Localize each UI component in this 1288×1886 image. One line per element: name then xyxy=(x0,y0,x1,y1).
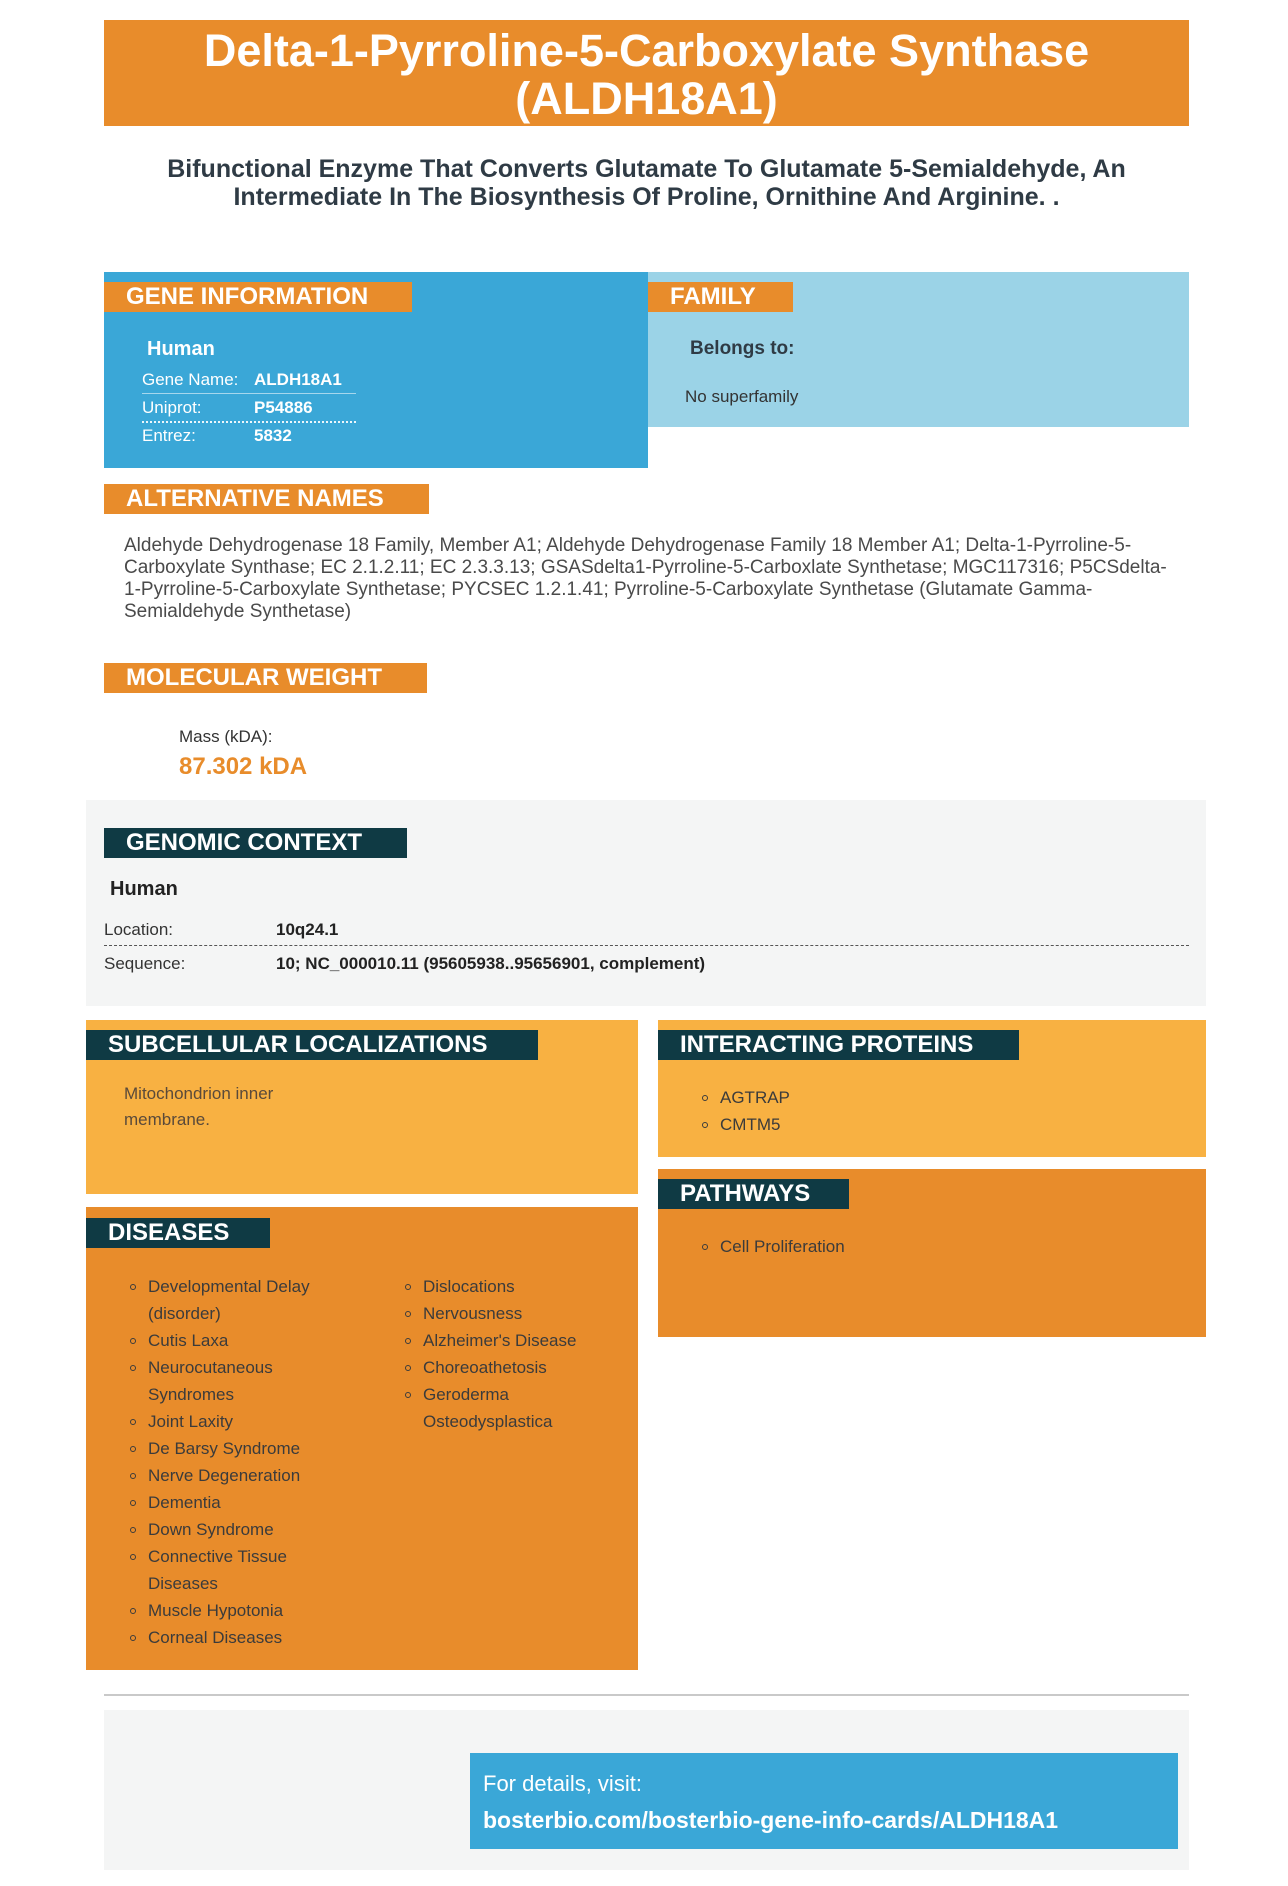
visit-label: For details, visit: xyxy=(483,1771,642,1796)
list-item: AGTRAP xyxy=(700,1084,790,1111)
family-value: No superfamily xyxy=(685,387,799,406)
title-line-2: (ALDH18A1) xyxy=(515,73,778,124)
list-item: Choreoathetosis xyxy=(403,1354,623,1381)
interacting-proteins-header: INTERACTING PROTEINS xyxy=(658,1030,1019,1060)
gene-info-table xyxy=(142,366,356,450)
entrez-value: 5832 xyxy=(254,426,292,445)
sequence-value: 10; NC_000010.11 (95605938..95656901, complement) xyxy=(276,954,706,973)
pathways-header: PATHWAYS xyxy=(658,1179,849,1209)
mass-value: 87.302 kDA xyxy=(179,753,308,780)
gene-name-label: Gene Name: xyxy=(142,370,239,389)
list-item: Neurocutaneous Syndromes xyxy=(128,1354,368,1408)
gene-name-row xyxy=(142,366,356,394)
diseases-list-col1 xyxy=(128,1273,368,1651)
list-item: Corneal Diseases xyxy=(128,1624,368,1651)
list-item: De Barsy Syndrome xyxy=(128,1435,368,1462)
gene-description: Bifunctional Enzyme That Converts Glutamate To Glutamate 5-Semialdehyde, An Intermediate In The Biosynthesis Of Proline, Ornithine And Arginine. . xyxy=(167,155,1126,211)
subcellular-panel xyxy=(86,1020,638,1194)
list-item: Dementia xyxy=(128,1489,368,1516)
title-line-1: Delta-1-Pyrroline-5-Carboxylate Synthase xyxy=(203,25,1090,76)
family-panel xyxy=(648,272,1189,427)
subcellular-line-1: Mitochondrion inner xyxy=(124,1084,274,1103)
uniprot-label: Uniprot: xyxy=(142,398,202,417)
gene-information-header: GENE INFORMATION xyxy=(104,282,412,312)
interacting-proteins-panel xyxy=(658,1020,1206,1157)
details-url-link[interactable]: bosterbio.com/bosterbio-gene-info-cards/ALDH18A1 xyxy=(483,1807,1059,1833)
diseases-header: DISEASES xyxy=(86,1218,270,1248)
gene-name-value: ALDH18A1 xyxy=(254,370,342,389)
list-item: Alzheimer's Disease xyxy=(403,1327,623,1354)
list-item: Connective Tissue Diseases xyxy=(128,1543,368,1597)
pathways-list xyxy=(700,1233,845,1260)
location-value: 10q24.1 xyxy=(276,920,339,939)
list-item: Down Syndrome xyxy=(128,1516,368,1543)
subcellular-text xyxy=(124,1081,273,1133)
list-item: CMTM5 xyxy=(700,1111,790,1138)
list-item: Cutis Laxa xyxy=(128,1327,368,1354)
pathways-panel xyxy=(658,1169,1206,1337)
location-label: Location: xyxy=(104,920,173,939)
alternative-names-text: Aldehyde Dehydrogenase 18 Family, Member A1; Aldehyde Dehydrogenase Family 18 Member A1; Delta-1-Pyrroline-5-Carboxylate Synthase; EC 2.1.2.11; EC 2.3.3.13; GSASdelta1-Pyrroline-5-Carboxlate Synthetase; MGC117316; P5CSdelta-1-Pyrroline-5-Carboxylate Synthetase; PYCSEC 1.2.1.41; Pyrroline-5-Carboxylate Synthetase (Glutamate Gamma-Semialdehyde Synthetase) xyxy=(124,535,1167,622)
diseases-list-col2 xyxy=(403,1273,623,1435)
list-item: Dislocations xyxy=(403,1273,623,1300)
list-item: Joint Laxity xyxy=(128,1408,368,1435)
uniprot-value: P54886 xyxy=(254,398,313,417)
entrez-label: Entrez: xyxy=(142,426,196,445)
uniprot-row xyxy=(142,394,356,423)
page-title xyxy=(104,20,1189,126)
interacting-proteins-list xyxy=(700,1084,790,1138)
molecular-weight-header: MOLECULAR WEIGHT xyxy=(104,663,427,693)
list-item: Developmental Delay (disorder) xyxy=(128,1273,368,1327)
belongs-to-label: Belongs to: xyxy=(690,338,795,359)
list-item: Cell Proliferation xyxy=(700,1233,845,1260)
alternative-names-header: ALTERNATIVE NAMES xyxy=(104,484,429,514)
sequence-label: Sequence: xyxy=(104,954,186,973)
details-link-box[interactable] xyxy=(470,1753,1178,1849)
genomic-context-header: GENOMIC CONTEXT xyxy=(104,828,407,858)
list-item: Nervousness xyxy=(403,1300,623,1327)
gene-species: Human xyxy=(147,338,215,360)
list-item: Muscle Hypotonia xyxy=(128,1597,368,1624)
list-item: Nerve Degeneration xyxy=(128,1462,368,1489)
sequence-row xyxy=(104,950,1189,980)
subcellular-header: SUBCELLULAR LOCALIZATIONS xyxy=(86,1030,538,1060)
gene-information-panel xyxy=(104,272,648,468)
mass-label: Mass (kDA): xyxy=(179,727,273,746)
diseases-panel xyxy=(86,1207,638,1670)
subcellular-line-2: membrane. xyxy=(124,1110,210,1129)
location-row xyxy=(104,914,1189,946)
family-header: FAMILY xyxy=(648,282,793,312)
list-item: Geroderma Osteodysplastica xyxy=(403,1381,623,1435)
footer-divider xyxy=(104,1694,1189,1696)
entrez-row xyxy=(142,422,356,449)
genomic-species: Human xyxy=(110,878,178,900)
genomic-context-panel xyxy=(86,800,1206,1006)
